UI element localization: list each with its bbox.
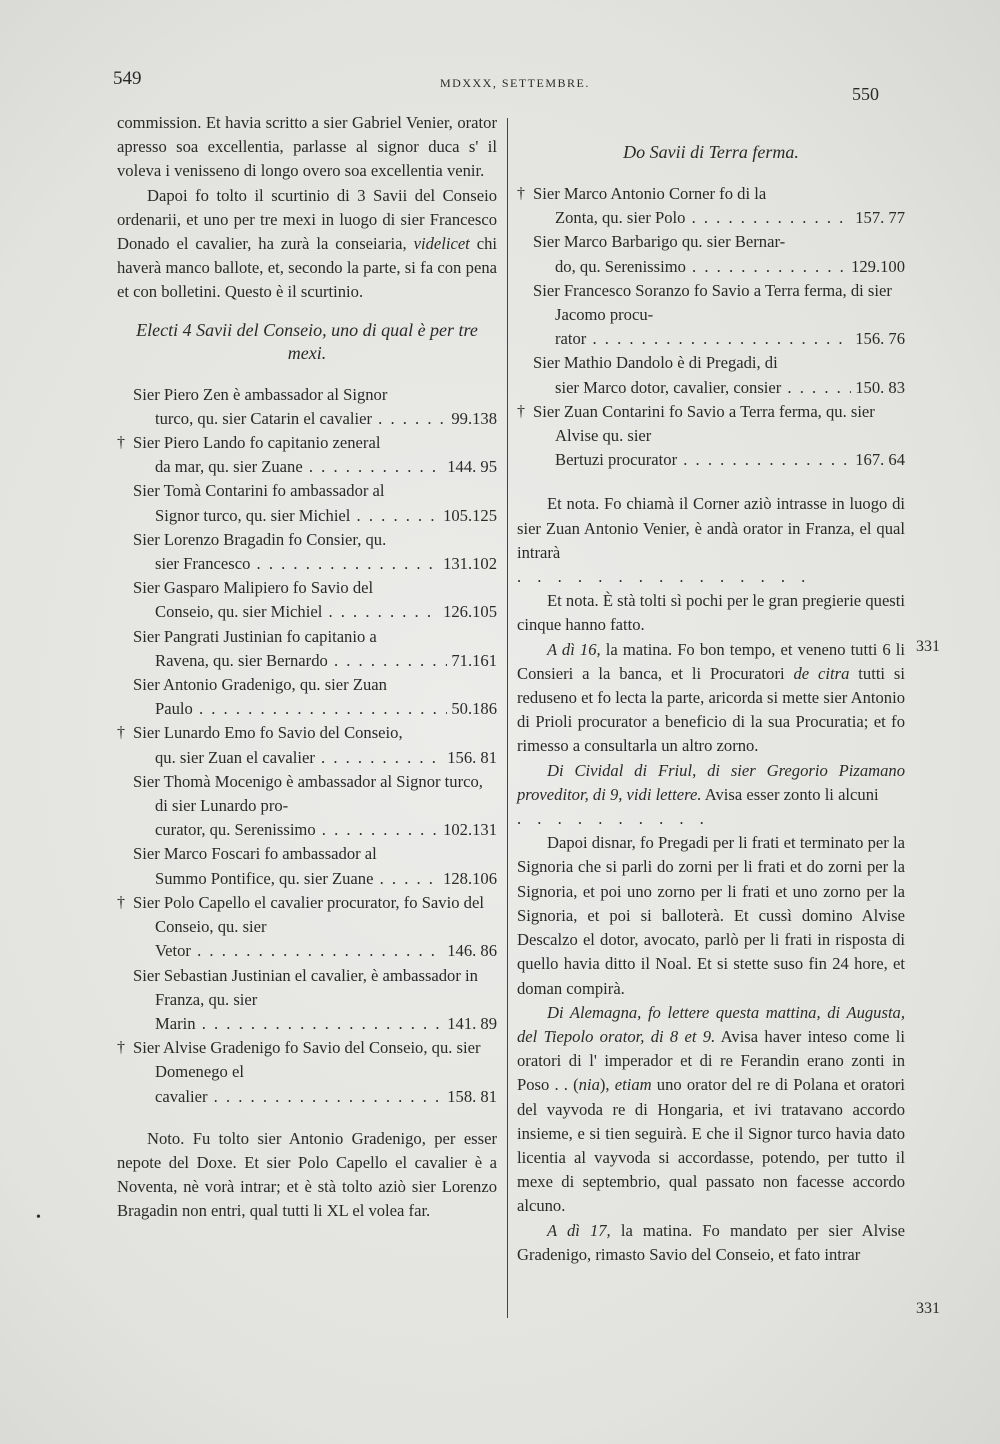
vote-count: 156. 81 (447, 747, 497, 767)
list-item: Sier Gasparo Malipiero fo Savio del Conseio, qu. sier Michiel . . . 126.105 (117, 576, 497, 624)
list-item: † Sier Zuan Contarini fo Savio a Terra ferma, qu. sier Alvise qu. sier Bertuzi procurator . . . 167. 64 (517, 400, 905, 473)
margin-note: 331 (916, 638, 940, 655)
vote-count: 156. 76 (855, 329, 905, 349)
list-item: Sier Mathio Dandolo è di Pregadi, di sier Marco dotor, cavalier, consier . . . 150. 83 (517, 351, 905, 399)
vote-count: 131.102 (443, 554, 497, 574)
page-header (0, 62, 1000, 102)
paragraph-nota-corner: Et nota. Fo chiamà il Corner aziò intrasse in luogo di sier Zuan Antonio Venier, è andà orator in Franza, el qual intrarà (517, 494, 905, 562)
paragraph-commission: commission. Et havia scritto a sier Gabriel Venier, orator apresso soa excellentia, parlasse al signor duca s' il voleva i venisseno di longo overo soa excellentia venir. (117, 113, 497, 181)
vote-count: 128.106 (443, 868, 497, 888)
vote-count: 167. 64 (855, 450, 905, 470)
cross-mark: † (517, 402, 525, 420)
section-heading: Electi 4 Savii del Conseio, uno di qual è per tre mexi. (136, 319, 478, 363)
vote-count: 126.105 (443, 602, 497, 622)
list-item: Sier Tomà Contarini fo ambassador al Signor turco, qu. sier Michiel . . . 105.125 (117, 479, 497, 527)
vote-count: 71.161 (451, 650, 497, 670)
vote-count: 129.100 (851, 256, 905, 276)
paragraph-17: A dì 17, la matina. Fo mandato per sier Alvise Gradenigo, rimasto Savio del Conseio, et fato intrar (517, 1220, 905, 1264)
list-item: Sier Francesco Soranzo fo Savio a Terra ferma, di sier Jacomo procu- rator . . . 156. 76 (517, 279, 905, 352)
paragraph-note: Noto. Fu tolto sier Antonio Gradenigo, per esser nepote del Doxe. Et sier Polo Capello el cavalier è a Noventa, nè vorà intrar; et è stà tolto aziò sier Lorenzo Bragadin non entri, qual tutti li XL el volea far. (117, 1128, 497, 1221)
vote-count: 146. 86 (447, 941, 497, 961)
list-item: Sier Thomà Mocenigo è ambassador al Signor turco, di sier Lunardo pro- curator, qu. Serenissimo . . . 102.131 (117, 770, 497, 843)
paragraph-16: A dì 16, la matina. Fo bon tempo, et veneno tutti 6 li Consieri a la banca, et li Procuratori de citra tutti si reduseno et fo lecta la parte, aricorda si mette sier Antonio di Prioli procurator a beneficio di la sua Procuratia; et fo rimesso a consultarla un altro zorno. (517, 639, 905, 756)
cross-mark: † (117, 1039, 125, 1057)
vote-count: 99.138 (451, 408, 497, 428)
paragraph-cividal: Di Cividal di Friul, di sier Gregorio Pizamano proveditor, di 9, vidi lettere. Avisa esser zonto li alcuni (517, 760, 905, 804)
ellipsis-line: . . . . . . . . . . . . . . . (517, 567, 812, 587)
cross-mark: † (517, 185, 525, 202)
list-item: † Sier Polo Capello el cavalier procurator, fo Savio del Conseio, qu. sier Vetor . . . 146. 86 (117, 891, 497, 964)
vote-count: 158. 81 (447, 1086, 497, 1106)
list-item: † Sier Marco Antonio Corner fo di la Zonta, qu. sier Polo . . . 157. 77 (517, 182, 905, 230)
vote-count: 150. 83 (855, 377, 905, 397)
list-item: † Sier Alvise Gradenigo fo Savio del Conseio, qu. sier Domenego el cavalier . . . 158. 81 (117, 1036, 497, 1109)
left-column (117, 111, 497, 1224)
vote-count: 144. 95 (447, 457, 497, 477)
list-item: Sier Marco Barbarigo qu. sier Bernar- do, qu. Serenissimo . . . 129.100 (517, 230, 905, 278)
paragraph-nota-pregierie: Et nota. È stà tolti sì pochi per le gran pregierie questi cinque hanno fatto. (517, 591, 905, 635)
list-item: Sier Marco Foscari fo ambassador al Summo Pontifice, qu. sier Zuane . . . 128.106 (117, 842, 497, 890)
cross-mark: † (117, 893, 125, 911)
vote-count: 105.125 (443, 505, 497, 525)
paragraph-scurtinio: Dapoi fo tolto il scurtinio di 3 Savii del Conseio ordenarii, et uno per tre mexi in luogo di sier Francesco Donado el cavalier, ha zurà la conseiaria, videlicet chi haverà manco ballote, et, secondo la parte, si fa con pena et con bolletini. Questo è il scurtinio. (117, 185, 497, 302)
page-number-right: 550 (852, 84, 879, 104)
list-item: Sier Lorenzo Bragadin fo Consier, qu. sier Francesco . . . 131.102 (117, 528, 497, 576)
running-title: MDXXX, SETTEMBRE. (440, 76, 590, 90)
election-list-left (117, 383, 497, 1109)
vote-count: 102.131 (443, 820, 497, 840)
list-item: Sier Sebastian Justinian el cavalier, è ambassador in Franza, qu. sier Marin . . . 141. 89 (117, 964, 497, 1037)
paragraph-alemagna: Di Alemagna, fo lettere questa mattina, di Augusta, del Tiepolo orator, di 8 et 9. Avisa haver inteso come li oratori di l' imperador et di re Ferandin erano zonti in Poso . . (nia), etiam uno orator del re di Polana et oratori del vayvoda re di Hongaria, et ivi tratavano accordo insieme, e si tien seguirà. E che il Signor turco havia dato licentia al vayvoda si accordasse, potendo, per tutto il mexe di septembrio, qual passato non facesse accordo alcuno. (517, 1002, 905, 1216)
margin-note: 331 (916, 1300, 940, 1317)
cross-mark: † (117, 724, 125, 742)
page-number-left: 549 (113, 68, 142, 89)
right-column (517, 141, 905, 1267)
cross-mark: † (117, 434, 125, 452)
list-item: † Sier Lunardo Emo fo Savio del Conseio, qu. sier Zuan el cavalier . . . 156. 81 (117, 721, 497, 769)
section-heading-terra-ferma: Do Savii di Terra ferma. (623, 142, 799, 162)
election-list-right (517, 182, 905, 472)
margin-dot: • (36, 1210, 41, 1225)
list-item: Sier Pangrati Justinian fo capitanio a Ravena, qu. sier Bernardo . . . 71.161 (117, 625, 497, 673)
vote-count: 50.186 (451, 699, 497, 719)
list-item: † Sier Piero Lando fo capitanio zeneral da mar, qu. sier Zuane . . . 144. 95 (117, 431, 497, 479)
vote-count: 141. 89 (447, 1013, 497, 1033)
ellipsis-line-2: . . . . . . . . . . (517, 809, 710, 829)
paragraph-dapoi: Dapoi disnar, fo Pregadi per li frati et terminato per la Signoria che si parli do zorni per li frati et do zorni per la Signoria, et poi uno zorno per li frati et uno zorno per la Signoria, et poi si balloterà. Et cussì domino Alvise Descalzo el dotor, avocato, parlò per li frati in risposta di quello havia ditto il Noal. Et si stette suso fin 24 hore, et doman compirà. (517, 833, 905, 998)
list-item: Sier Piero Zen è ambassador al Signor turco, qu. sier Catarin el cavalier . . . 99.138 (117, 383, 497, 431)
list-item: Sier Antonio Gradenigo, qu. sier Zuan Paulo . . . 50.186 (117, 673, 497, 721)
column-divider (507, 118, 508, 1318)
vote-count: 157. 77 (855, 208, 905, 228)
